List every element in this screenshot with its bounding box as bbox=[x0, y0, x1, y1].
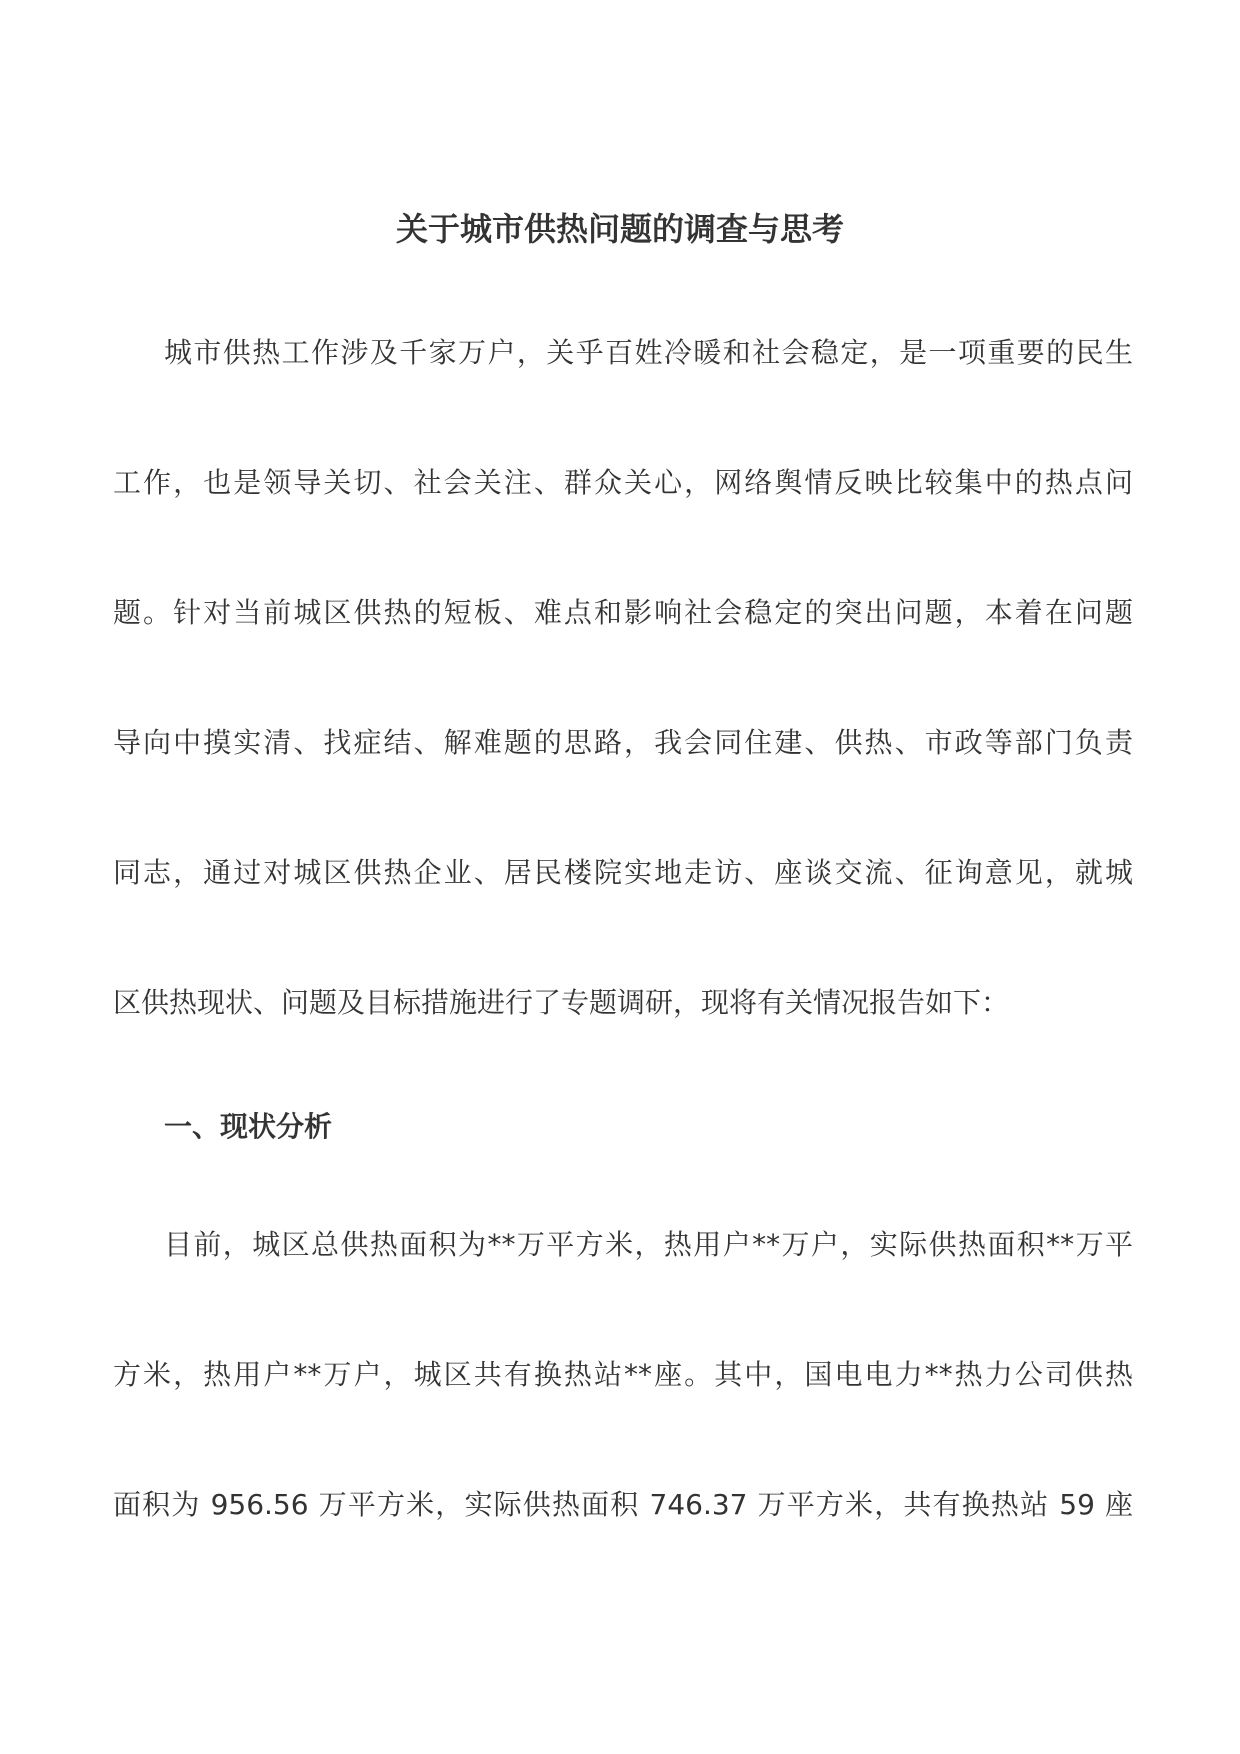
paragraph-line: 同志，通过对城区供热企业、居民楼院实地走访、座谈交流、征询意见，就城 bbox=[113, 856, 1133, 889]
status-paragraph bbox=[113, 1180, 1133, 1570]
paragraph-line: 目前，城区总供热面积为**万平方米，热用户**万户，实际供热面积**万平 bbox=[164, 1228, 1133, 1261]
document-title: 关于城市供热问题的调查与思考 bbox=[395, 210, 844, 248]
paragraph-line: 面积为 956.56 万平方米，实际供热面积 746.37 万平方米，共有换热站 59 座 bbox=[113, 1488, 1133, 1521]
paragraph-line: 导向中摸实清、找症结、解难题的思路，我会同住建、供热、市政等部门负责 bbox=[113, 726, 1133, 759]
paragraph-line: 工作，也是领导关切、社会关注、群众关心，网络舆情反映比较集中的热点问 bbox=[113, 466, 1133, 499]
paragraph-line: 城市供热工作涉及千家万户，关乎百姓冷暖和社会稳定，是一项重要的民生 bbox=[164, 336, 1133, 369]
intro-paragraph bbox=[113, 288, 1133, 1068]
paragraph-line: 方米，热用户**万户，城区共有换热站**座。其中，国电电力**热力公司供热 bbox=[113, 1358, 1133, 1391]
section-heading: 一、现状分析 bbox=[164, 1110, 333, 1143]
paragraph-line: 题。针对当前城区供热的短板、难点和影响社会稳定的突出问题，本着在问题 bbox=[113, 596, 1133, 629]
paragraph-line: 区供热现状、问题及目标措施进行了专题调研，现将有关情况报告如下： bbox=[113, 986, 1010, 1019]
